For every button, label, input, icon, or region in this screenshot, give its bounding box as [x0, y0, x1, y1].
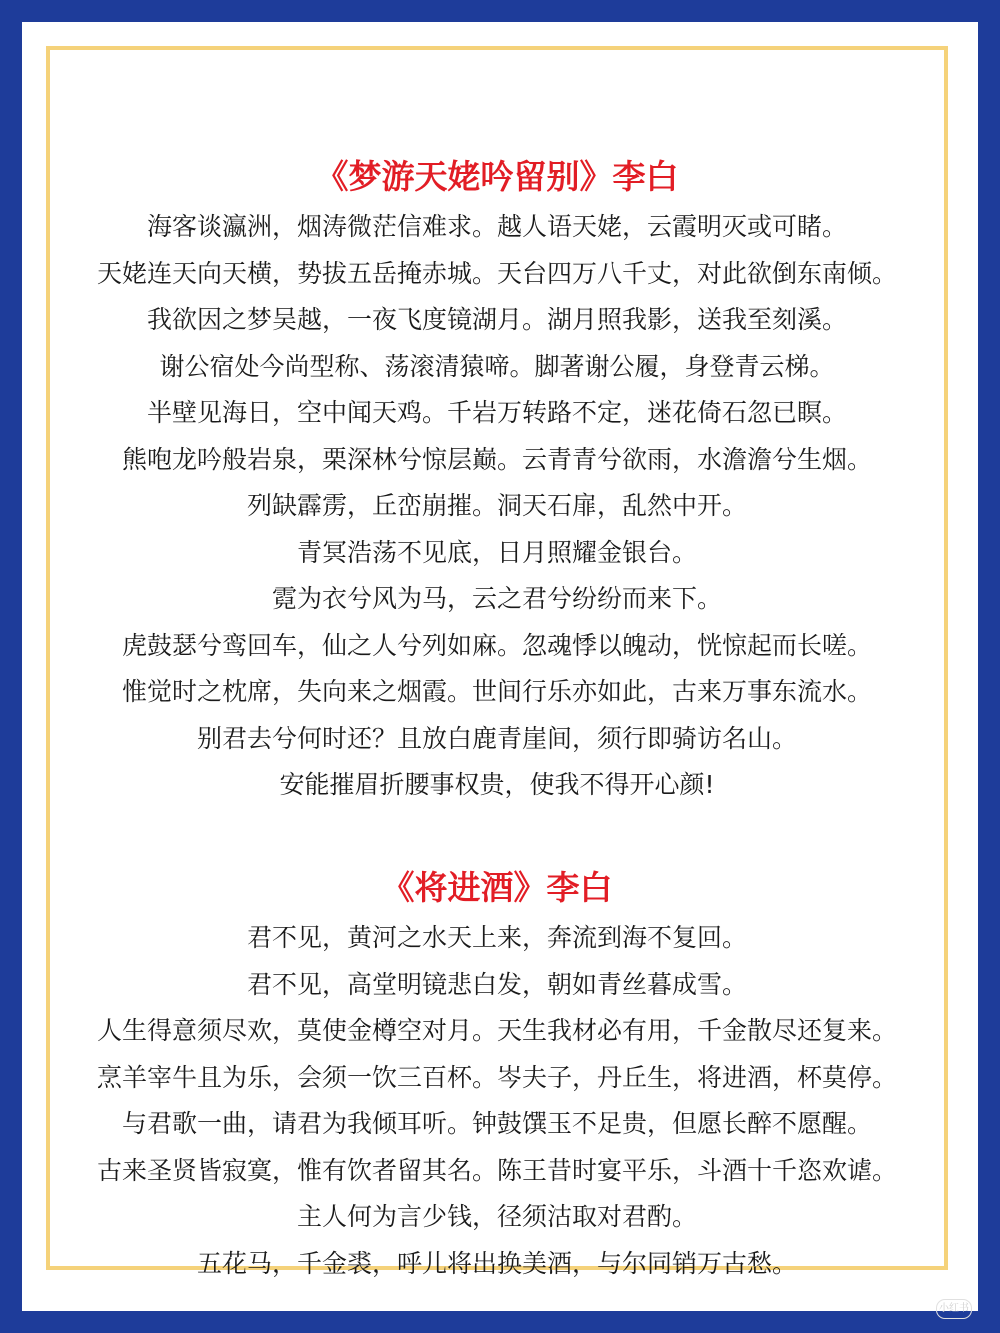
poem-line: 安能摧眉折腰事权贵，使我不得开心颜!	[279, 770, 715, 799]
poem-line: 别君去兮何时还？且放白鹿青崖间，须行即骑访名山。	[196, 723, 797, 753]
poem-line: 半壁见海日，空中闻天鸡。千岩万转路不定，迷花倚石忽已瞑。	[146, 398, 847, 427]
poem-line: 五花马，千金裘，呼儿将出换美酒，与尔同销万古愁。	[196, 1248, 797, 1278]
poem-line: 人生得意须尽欢，莫使金樽空对月。天生我材必有用，千金散尽还复来。	[96, 1016, 897, 1045]
page-card	[22, 22, 978, 1311]
poem-line: 天姥连天向天横，势拔五岳掩赤城。天台四万八千丈，对此欲倒东南倾。	[96, 258, 897, 288]
poem-section	[50, 865, 944, 1287]
poem-line: 霓为衣兮风为马，云之君兮纷纷而来下。	[271, 584, 722, 613]
poem-line: 列缺霹雳，丘峦崩摧。洞天石扉，乱然中开。	[246, 491, 747, 520]
poem-line: 主人何为言少钱，径须沽取对君酌。	[296, 1202, 697, 1231]
watermark-logo: 小红书	[936, 1299, 972, 1319]
decorative-frame	[46, 46, 948, 1278]
poem-title: 《将进酒》李白	[381, 868, 613, 907]
poem-line: 虎鼓瑟兮鸾回车，仙之人兮列如麻。忽魂悸以魄动，恍惊起而长嗟。	[121, 630, 872, 660]
poem-line: 熊咆龙吟般岩泉，栗深林兮惊层巅。云青青兮欲雨，水澹澹兮生烟。	[121, 444, 872, 474]
poem-section	[50, 154, 944, 809]
poem-line: 君不见，黄河之水天上来，奔流到海不复回。	[246, 923, 747, 952]
poem-line: 惟觉时之枕席，失向来之烟霞。世间行乐亦如此，古来万事东流水。	[121, 677, 872, 706]
poem-line: 与君歌一曲，请君为我倾耳听。钟鼓馔玉不足贵，但愿长醉不愿醒。	[121, 1109, 872, 1138]
poem-line: 青冥浩荡不见底，日月照耀金银台。	[296, 537, 697, 567]
poem-line: 君不见，高堂明镜悲白发，朝如青丝暮成雪。	[246, 969, 747, 999]
poem-line: 我欲因之梦吴越，一夜飞度镜湖月。湖月照我影，送我至刻溪。	[146, 305, 847, 334]
poem-line: 烹羊宰牛且为乐，会须一饮三百杯。岑夫子，丹丘生，将进酒，杯莫停。	[96, 1062, 897, 1092]
poem-line: 谢公宿处今尚型称、荡滚清猿啼。脚著谢公履，身登青云梯。	[159, 351, 835, 381]
poem-title: 《梦游天姥吟留别》李白	[315, 157, 679, 196]
poem-line: 海客谈瀛洲，烟涛微茫信难求。越人语天姥，云霞明灭或可睹。	[146, 212, 847, 241]
poem-line: 古来圣贤皆寂寞，惟有饮者留其名。陈王昔时宴平乐，斗酒十千恣欢谑。	[96, 1155, 897, 1185]
